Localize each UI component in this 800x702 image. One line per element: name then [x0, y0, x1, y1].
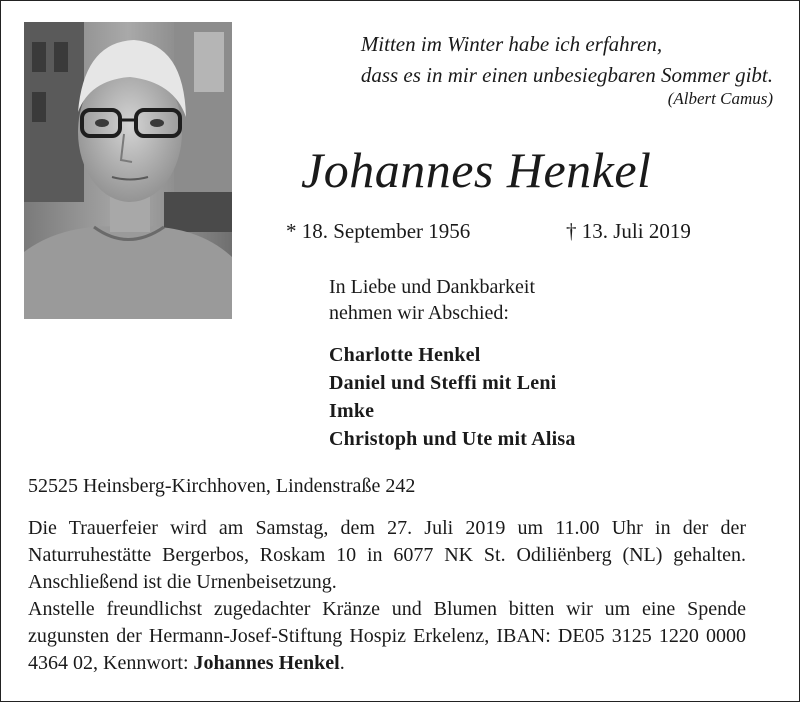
- donation-end: .: [339, 652, 345, 674]
- deceased-name: Johannes Henkel: [301, 142, 652, 198]
- quote-line-2: dass es in mir einen unbesiegbaren Sommer gibt.: [360, 63, 773, 87]
- mourners-list: [329, 341, 576, 453]
- birth-date: * 18. September 1956: [286, 219, 471, 243]
- donation-keyword: Johannes Henkel: [193, 652, 340, 674]
- donation-paragraph: [28, 596, 746, 677]
- mourner-1: Charlotte Henkel: [329, 344, 481, 366]
- quote-line-1: Mitten im Winter habe ich erfahren,: [360, 32, 663, 56]
- family-address: 52525 Heinsberg-Kirchhoven, Lindenstraße 242: [28, 475, 416, 497]
- quote-block: [361, 29, 773, 109]
- intro-line-2: nehmen wir Abschied:: [329, 302, 509, 324]
- portrait-photo: [24, 22, 232, 319]
- mourner-4: Christoph und Ute mit Alisa: [329, 428, 576, 450]
- farewell-intro: [329, 274, 535, 326]
- intro-line-1: In Liebe und Dankbarkeit: [329, 276, 536, 298]
- death-date: † 13. Juli 2019: [566, 219, 691, 243]
- quote-author: (Albert Camus): [667, 89, 773, 108]
- mourner-3: Imke: [329, 400, 375, 422]
- funeral-details: [28, 515, 746, 677]
- donation-text: Anstelle freundlichst zugedachter Kränze und Blumen bitten wir um eine Spende zugunsten der Hermann-Josef-Stiftung Hospiz Erkelenz, IBAN: DE05 3125 1220 0000 4364 02, Kennwort:: [28, 598, 746, 674]
- mourner-2: Daniel und Steffi mit Leni: [329, 372, 557, 394]
- funeral-paragraph: Die Trauerfeier wird am Samstag, dem 27. Juli 2019 um 11.00 Uhr in der der Naturruhestätte Bergerbos, Roskam 10 in 6077 NK St. Odiliënberg (NL) gehalten. Anschließend ist die Urnenbeisetzung.: [28, 517, 746, 593]
